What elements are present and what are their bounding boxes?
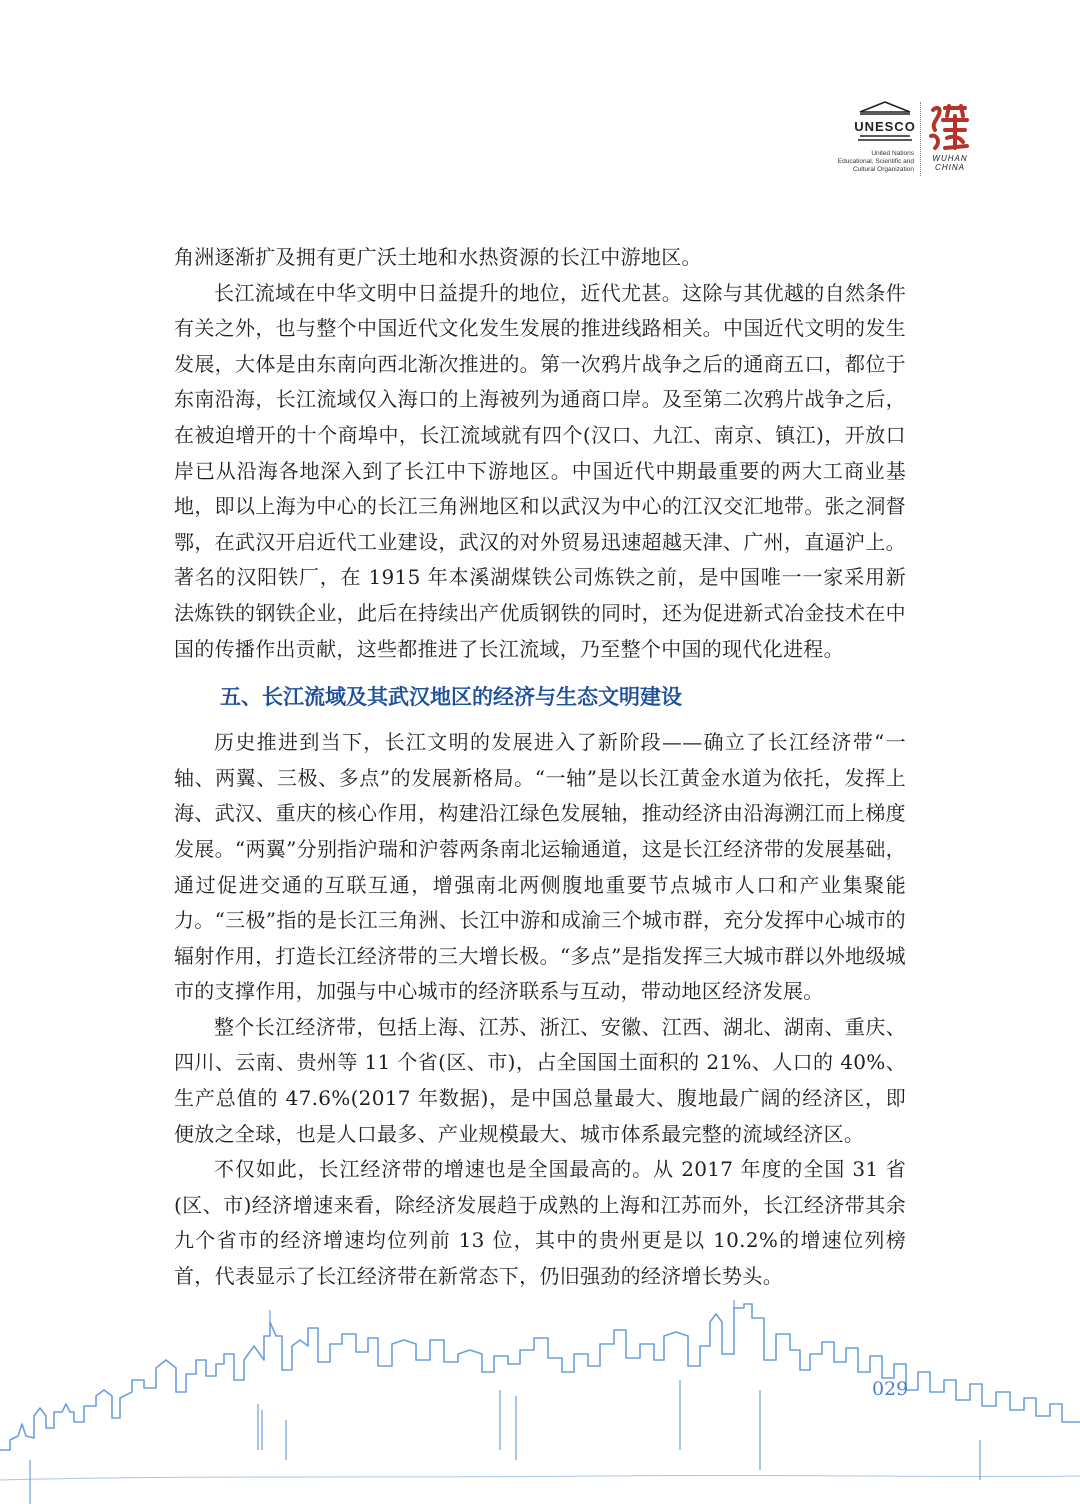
china-text-line: CHINA [935,163,965,172]
wuhan-calligraphy-seal-icon [927,102,971,152]
city-skyline-icon [0,1300,1080,1504]
unesco-caption-line: United Nations [871,150,914,157]
unesco-wordmark: UNESCO [854,119,916,134]
unesco-caption-line: Educational, Scientific and [837,158,914,165]
body-paragraph: 整个长江经济带，包括上海、江苏、浙江、安徽、江西、湖北、湖南、重庆、四川、云南、贵州等 11 个省(区、市)，占全国国土面积的 21%、人口的 40%、生产总值的 47.6%(2017 年数据)，是中国总量最大、腹地最广阔的经济区，即便放之全球，也是人口最多、产业规模最大、城市体系最完整的流域经济区。 [174,1014,906,1146]
wuhan-text-line: WUHAN [932,154,968,163]
section-heading: 五、长江流域及其武汉地区的经济与生态文明建设 [220,685,682,710]
wuhan-china-text [924,154,976,172]
body-paragraph: 不仅如此，长江经济带的增速也是全国最高的。从 2017 年度的全国 31 省(区、市)经济增速来看，除经济发展趋于成熟的上海和江苏而外，长江经济带其余九个省市的经济增速均位列前 13 位，其中的贵州更是以 10.2%的增速位列榜首，代表显示了长江经济带在新常态下，仍旧强劲的经济增长势头。 [174,1157,906,1289]
header-logos [830,100,990,180]
unesco-caption [830,150,914,174]
body-paragraph: 长江流域在中华文明中日益提升的地位，近代尤甚。这除与其优越的自然条件有关之外，也与整个中国近代文化发生发展的推进线路相关。中国近代文明的发生发展，大体是由东南向西北渐次推进的。第一次鸦片战争之后的通商五口，都位于东南沿海，长江流域仅入海口的上海被列为通商口岸。及至第二次鸦片战争之后，在被迫增开的十个商埠中，长江流域就有四个(汉口、九江、南京、镇江)，开放口岸已从沿海各地深入到了长江中下游地区。中国近代中期最重要的两大工商业基地，即以上海为中心的长江三角洲地区和以武汉为中心的江汉交汇地带。张之洞督鄂，在武汉开启近代工业建设，武汉的对外贸易迅速超越天津、广州，直逼沪上。著名的汉阳铁厂，在 1915 年本溪湖煤铁公司炼铁之前，是中国唯一一家采用新法炼铁的钢铁企业，此后在持续出产优质钢铁的同时，还为促进新式冶金技术在中国的传播作出贡献，这些都推进了长江流域，乃至整个中国的现代化进程。 [174,280,906,661]
page-number: 029 [872,1378,909,1400]
body-paragraph: 历史推进到当下，长江文明的发展进入了新阶段——确立了长江经济带“一轴、两翼、三极、多点”的发展新格局。“一轴”是以长江黄金水道为依托，发挥上海、武汉、重庆的核心作用，构建沿江绿色发展轴，推动经济由沿海溯江而上梯度发展。“两翼”分别指沪瑞和沪蓉两条南北运输通道，这是长江经济带的发展基础，通过促进交通的互联互通，增强南北两侧腹地重要节点城市人口和产业集聚能力。“三极”指的是长江三角洲、长江中游和成渝三个城市群，充分发挥中心城市的辐射作用，打造长江经济带的三大增长极。“多点”是指发挥三大城市群以外地级城市的支撑作用，加强与中心城市的经济联系与互动，带动地区经济发展。 [174,730,906,1004]
unesco-temple-icon [854,100,916,142]
unesco-caption-line: Cultural Organization [852,166,914,173]
logo-divider [920,102,921,176]
body-paragraph: 角洲逐渐扩及拥有更广沃土地和水热资源的长江中游地区。 [174,245,702,269]
page-body [174,240,906,1295]
